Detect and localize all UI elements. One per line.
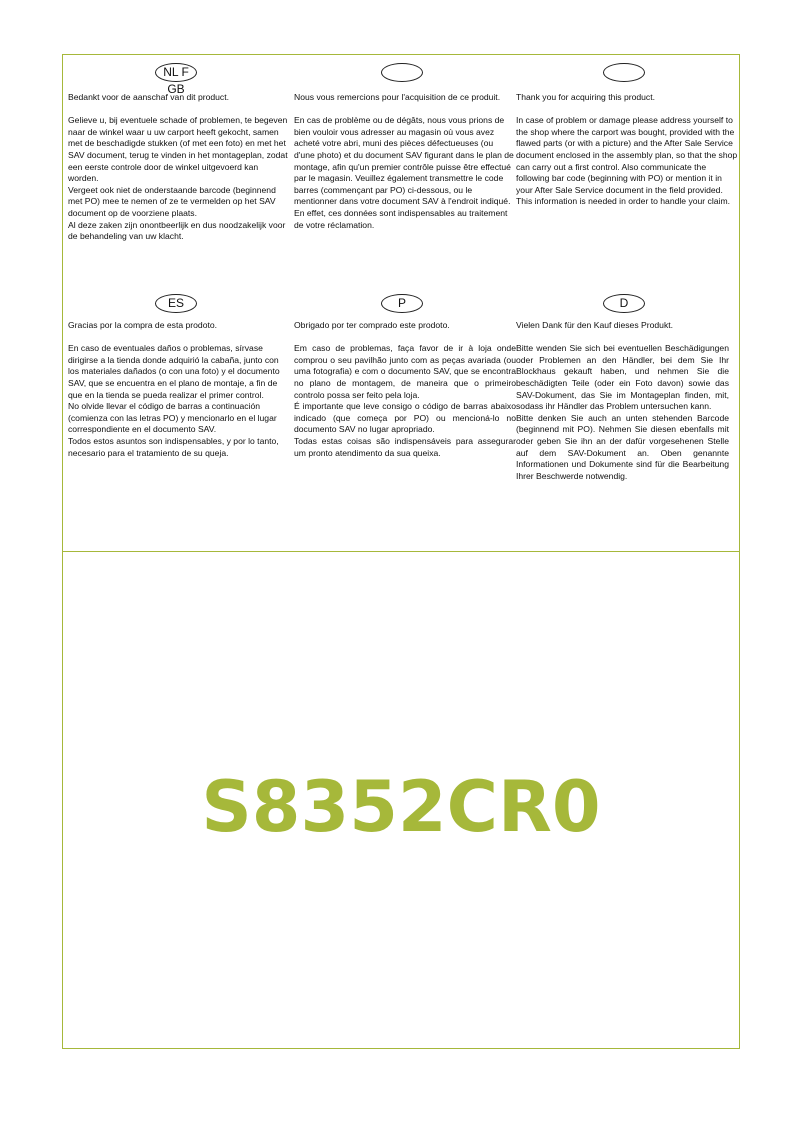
thanks-text: Bedankt voor de aanschaf van dit product. [68,92,229,102]
text-column-english [516,92,738,208]
body-text: En cas de problème ou de dégâts, nous vous prions de bien vouloir vous adresser au magasin où vous avez acheté votre abri, muni des pièces défectueuses (ou d'une photo) et du document SAV figurant dans le plan de montage, afin qu'un premier contrôle puisse être effectué par le magasin. Veuillez également transmettre le code barres (commençant par PO) ci-dessous, ou le mentionner dans votre document SAV à l'endroit indiqué. En effet, ces données sont indispensables au traitement de votre réclamation. [294,115,514,230]
thanks-text: Vielen Dank für den Kauf dieses Produkt. [516,320,674,330]
text-column-spanish [68,320,290,459]
thanks-text: Obrigado por ter comprado este prodoto. [294,320,450,330]
body-text: Gelieve u, bij eventuele schade of problemen, te begeven naar de winkel waar u uw carport heeft gekocht, samen met de beschadigde stukken (of met een foto) en met het SAV document, terug te vinden in het montageplan, zodat een eerste controle door de winkel uitgevoerd kan worden. Vergeet ook niet de onderstaande barcode (beginnend met PO) mee te nemen of ze te vermelden op het SAV document op de voorziene plaats. Al deze zaken zijn onontbeerlijk en dus noodzakelijk voor de behandeling van uw klacht. [68,115,288,242]
thanks-text: Thank you for acquiring this product. [516,92,656,102]
language-badge-p: P [381,294,423,313]
thanks-text: Gracias por la compra de esta prodoto. [68,320,218,330]
body-text: Em caso de problemas, faça favor de ir à loja onde comprou o seu pavilhão junto com as peças avariada (ou uma fotografia) e com o documento SAV, que se encontra no plano de montagem, de maneira que o primeiro controlo possa ser feito pela loja. É importante que leve consigo o código de barras abaixo indicado (que começa por PO) ou mencioná-lo no documento SAV no lugar apropriado. Todas estas coisas são indispensáveis para assegurar um pronto atendimento da sua queixa. [294,343,516,458]
text-column-portuguese [294,320,516,459]
body-text: En caso de eventuales daños o problemas, sírvase dirigirse a la tienda donde adquirió la cabaña, junto con los materiales dañados (o con una foto) y el documento SAV, que se encuentra en el plano de montaje, a fin de que en la tienda se pueda realizar el primer control. No olvide llevar el código de barras a continuación (comienza con las letras PO) y mencionarlo en el lugar correspondiente en el documento SAV. Todos estos asuntos son indispensables, y por lo tanto, necesario para el tratamiento de su queja. [68,343,280,458]
text-column-german [516,320,729,482]
product-code: S8352CR0 [201,766,601,848]
body-text: In case of problem or damage please address yourself to the shop where the carport was bought, provided with the flawed parts (or with a picture) and the After Sale Service document enclosed in the assembly plan, so that the shop can carry out a first control. Also communicate the following bar code (beginning with PO) or mention it in your After Sale Service document in the field provided. This information is needed in order to handle your claim. [516,115,738,207]
section-divider [62,551,740,552]
thanks-text: Nous vous remercions pour l'acquisition de ce produit. [294,92,501,102]
language-badge-blank-fr [381,63,423,82]
text-column-dutch [68,92,290,243]
text-column-french [294,92,516,231]
language-badge-es: ES [155,294,197,313]
language-badge-d: D [603,294,645,313]
language-badge-nl-f-gb: NL F GB [155,63,197,82]
language-badge-blank-gb [603,63,645,82]
body-text: Bitte wenden Sie sich bei eventuellen Beschädigungen oder Problemen an den Händler, bei dem Sie Ihr Blockhaus gekauft haben, und nehmen Sie die beschädigten Teile (oder ein Foto davon) sowie das SAV-Dokument, das Sie im Montageplan finden, mit, sodass ihr Händler das Problem untersuchen kann. Bitte denken Sie auch an unten stehenden Barcode (beginnend mit PO). Nehmen Sie diesen ebenfalls mit oder geben Sie ihn an der dafür vorgesehenen Stelle auf dem SAV-Dokument an. Oben genannte Informationen und Dokumente sind für die Bearbeitung Ihrer Beschwerde notwendig. [516,343,729,481]
